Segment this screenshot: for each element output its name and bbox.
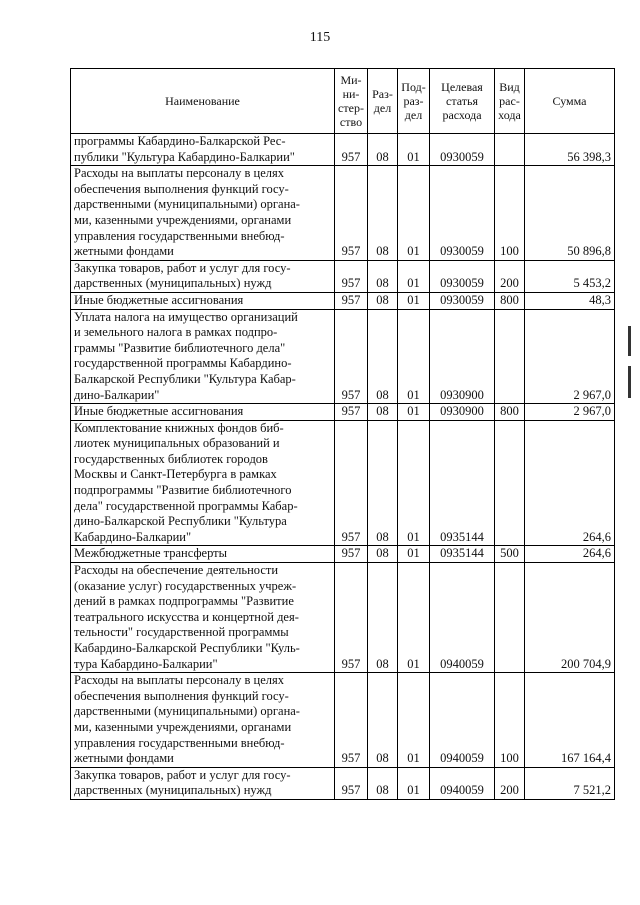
- cell-target: 0940059: [430, 767, 495, 799]
- table-row: [71, 673, 615, 768]
- budget-table: [70, 68, 615, 800]
- cell-target: 0930900: [430, 309, 495, 404]
- cell-sum: 5 453,2: [525, 260, 615, 292]
- cell-subsection: 01: [398, 563, 430, 673]
- cell-name: Иные бюджетные ассигнования: [71, 404, 335, 421]
- table-row: [71, 166, 615, 261]
- cell-subsection: 01: [398, 767, 430, 799]
- table-row: [71, 292, 615, 309]
- cell-subsection: 01: [398, 404, 430, 421]
- cell-sum: 264,6: [525, 420, 615, 546]
- header-section: Раз- дел: [368, 69, 398, 134]
- cell-section: 08: [368, 420, 398, 546]
- table-row: [71, 767, 615, 799]
- cell-subsection: 01: [398, 673, 430, 768]
- cell-kind: [495, 309, 525, 404]
- table-header-row: [71, 69, 615, 134]
- cell-kind: [495, 134, 525, 166]
- cell-target: 0930900: [430, 404, 495, 421]
- table-row: [71, 420, 615, 546]
- header-ministry: Ми- ни- стер- ство: [335, 69, 368, 134]
- cell-kind: 200: [495, 260, 525, 292]
- cell-ministry: 957: [335, 404, 368, 421]
- cell-name: Закупка товаров, работ и услуг для госу- дарственных (муниципальных) нужд: [71, 767, 335, 799]
- cell-sum: 7 521,2: [525, 767, 615, 799]
- cell-subsection: 01: [398, 309, 430, 404]
- cell-kind: [495, 420, 525, 546]
- cell-kind: [495, 563, 525, 673]
- cell-target: 0930059: [430, 292, 495, 309]
- page-number: 115: [309, 30, 331, 45]
- header-sum: Сумма: [525, 69, 615, 134]
- cell-target: 0930059: [430, 260, 495, 292]
- cell-sum: 200 704,9: [525, 563, 615, 673]
- table-row: [71, 563, 615, 673]
- scan-edge-mark: [628, 366, 631, 398]
- cell-sum: 48,3: [525, 292, 615, 309]
- table-row: [71, 546, 615, 563]
- cell-ministry: 957: [335, 563, 368, 673]
- header-name: Наименование: [71, 69, 335, 134]
- cell-target: 0935144: [430, 546, 495, 563]
- cell-name: Комплектование книжных фондов биб- лиотек муниципальных образований и государственных библиотек городов Москвы и Санкт-Петербурга в рамках подпрограммы "Развитие библиотечного дела" государственной программы Кабар- дино-Балкарской Республики "Культура Кабардино-Балкарии": [71, 420, 335, 546]
- table-row: [71, 134, 615, 166]
- cell-kind: 800: [495, 292, 525, 309]
- cell-section: 08: [368, 404, 398, 421]
- cell-subsection: 01: [398, 546, 430, 563]
- cell-subsection: 01: [398, 420, 430, 546]
- cell-subsection: 01: [398, 134, 430, 166]
- cell-target: 0930059: [430, 134, 495, 166]
- cell-ministry: 957: [335, 309, 368, 404]
- cell-section: 08: [368, 767, 398, 799]
- cell-ministry: 957: [335, 292, 368, 309]
- cell-target: 0940059: [430, 673, 495, 768]
- cell-target: 0935144: [430, 420, 495, 546]
- cell-ministry: 957: [335, 134, 368, 166]
- cell-subsection: 01: [398, 260, 430, 292]
- cell-section: 08: [368, 673, 398, 768]
- cell-sum: 50 896,8: [525, 166, 615, 261]
- cell-section: 08: [368, 309, 398, 404]
- cell-section: 08: [368, 546, 398, 563]
- cell-section: 08: [368, 260, 398, 292]
- cell-name: Межбюджетные трансферты: [71, 546, 335, 563]
- cell-sum: 167 164,4: [525, 673, 615, 768]
- cell-ministry: 957: [335, 166, 368, 261]
- cell-name: Расходы на обеспечение деятельности (оказание услуг) государственных учреж- дений в рамках подпрограммы "Развитие театрального искусства и концертной дея- тельности" государственной программы Кабардино-Балкарской Республики "Куль- тура Кабардино-Балкарии": [71, 563, 335, 673]
- scan-edge-mark: [628, 326, 631, 356]
- cell-sum: 56 398,3: [525, 134, 615, 166]
- cell-ministry: 957: [335, 673, 368, 768]
- cell-sum: 2 967,0: [525, 309, 615, 404]
- cell-ministry: 957: [335, 260, 368, 292]
- cell-kind: 500: [495, 546, 525, 563]
- cell-target: 0940059: [430, 563, 495, 673]
- cell-name: программы Кабардино-Балкарской Рес- публики "Культура Кабардино-Балкарии": [71, 134, 335, 166]
- header-subsection: Под- раз- дел: [398, 69, 430, 134]
- cell-sum: 264,6: [525, 546, 615, 563]
- cell-ministry: 957: [335, 767, 368, 799]
- table-row: [71, 404, 615, 421]
- cell-sum: 2 967,0: [525, 404, 615, 421]
- table-row: [71, 309, 615, 404]
- cell-name: Расходы на выплаты персоналу в целях обеспечения выполнения функций госу- дарственными (муниципальными) органа- ми, казенными учреждениями, органами управления государственными внебюд- жетными фондами: [71, 166, 335, 261]
- cell-name: Закупка товаров, работ и услуг для госу- дарственных (муниципальных) нужд: [71, 260, 335, 292]
- cell-subsection: 01: [398, 292, 430, 309]
- cell-kind: 100: [495, 166, 525, 261]
- cell-ministry: 957: [335, 420, 368, 546]
- header-target: Целевая статья расхода: [430, 69, 495, 134]
- cell-name: Уплата налога на имущество организаций и земельного налога в рамках подпро- граммы "Развитие библиотечного дела" государственной программы Кабардино- Балкарской Республики "Культура Кабар- дино-Балкарии": [71, 309, 335, 404]
- cell-name: Иные бюджетные ассигнования: [71, 292, 335, 309]
- cell-kind: 100: [495, 673, 525, 768]
- cell-target: 0930059: [430, 166, 495, 261]
- cell-kind: 200: [495, 767, 525, 799]
- cell-section: 08: [368, 292, 398, 309]
- header-kind: Вид рас- хода: [495, 69, 525, 134]
- cell-subsection: 01: [398, 166, 430, 261]
- cell-ministry: 957: [335, 546, 368, 563]
- cell-section: 08: [368, 134, 398, 166]
- table-row: [71, 260, 615, 292]
- cell-section: 08: [368, 166, 398, 261]
- cell-kind: 800: [495, 404, 525, 421]
- cell-name: Расходы на выплаты персоналу в целях обеспечения выполнения функций госу- дарственными (муниципальными) органа- ми, казенными учреждениями, органами управления государственными внебюд- жетными фондами: [71, 673, 335, 768]
- cell-section: 08: [368, 563, 398, 673]
